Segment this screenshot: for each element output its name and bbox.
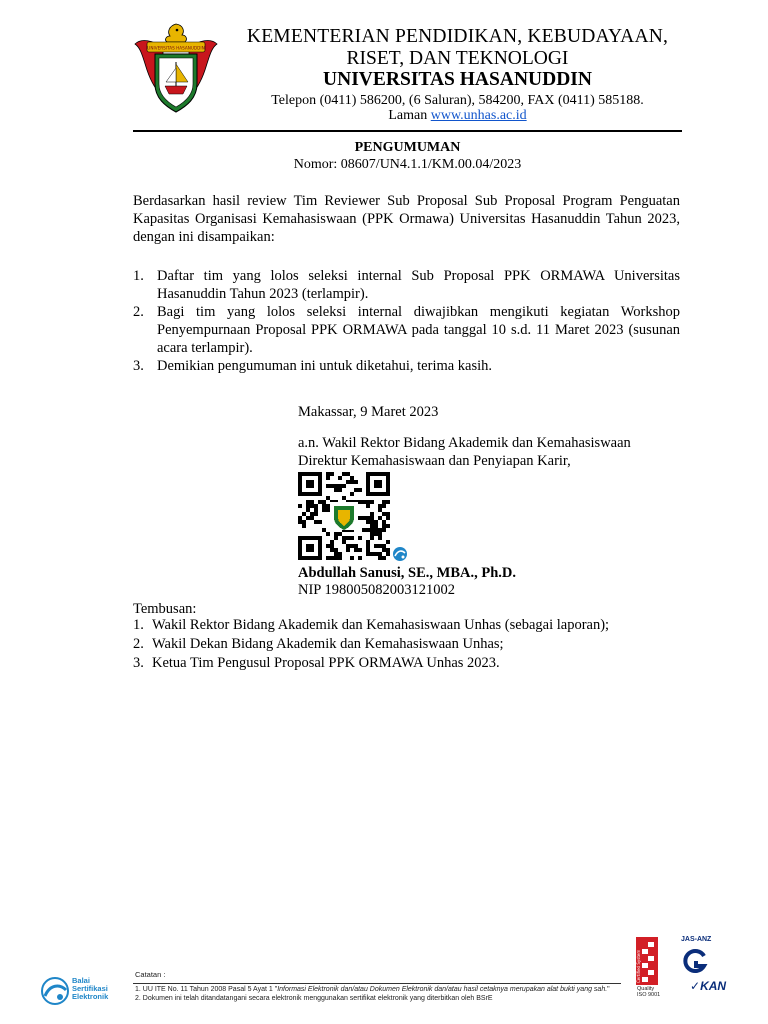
signer-position: Direktur Kemahasiswaan dan Penyiapan Karir, — [298, 453, 571, 469]
cert-line1: Quality — [637, 986, 655, 992]
list-item-number: 3. — [133, 358, 144, 374]
contact-web — [225, 108, 690, 124]
bsre-line3: Elektronik — [72, 992, 109, 1001]
bsre-line2: Sertifikasi — [72, 984, 108, 993]
jas-anz-label: JAS-ANZ — [681, 936, 712, 943]
cert-line2: ISO 9001 — [637, 992, 661, 998]
announcement-list — [133, 267, 680, 375]
bsre-logo-icon — [40, 976, 70, 1006]
cc-item-number: 2. — [133, 636, 144, 652]
signer-nip: NIP 198005082003121002 — [298, 582, 455, 598]
list-item-text: Bagi tim yang lolos seleksi internal diwajibkan mengikuti kegiatan Workshop Penyempurnaan Proposal PPK ORMAWA pada tanggal 10 s.d. 11 Maret 2023 (susunan acara terlampir). — [157, 304, 680, 356]
cc-item-text: Wakil Dekan Bidang Akademik dan Kemahasiswaan Unhas; — [152, 636, 504, 652]
note1-suffix: " — [607, 986, 610, 993]
footer-notes-label: Catatan : — [135, 970, 166, 979]
cc-item-number: 3. — [133, 655, 144, 671]
contact-phone: Telepon (0411) 586200, (6 Saluran), 584200, FAX (0411) 585188. — [271, 93, 644, 108]
list-item-number: 2. — [133, 304, 144, 320]
bsre-stamp-icon — [392, 546, 408, 562]
place-date: Makassar, 9 Maret 2023 — [298, 404, 439, 420]
footer-note-1 — [135, 986, 610, 993]
cert-label — [637, 986, 660, 998]
header-divider — [133, 130, 682, 132]
kan-label: ✓KAN — [690, 979, 727, 993]
cc-item-text: Wakil Rektor Bidang Akademik dan Kemahasiswaan Unhas (sebagai laporan); — [152, 617, 610, 633]
cc-item — [133, 654, 693, 672]
cc-item-text: Ketua Tim Pengusul Proposal PPK ORMAWA Unhas 2023. — [152, 655, 500, 671]
list-item-text: Daftar tim yang lolos seleksi internal Sub Proposal PPK ORMAWA Universitas Hasanuddin Tahun 2023 (terlampir). — [157, 268, 680, 302]
qr-code — [298, 472, 390, 560]
cc-item — [133, 635, 693, 653]
footer-note-2: 2. Dokumen ini telah ditandatangani secara elektronik menggunakan sertifikat elektronik yang diterbitkan oleh BSrE — [135, 995, 493, 1002]
iso-certified-badge — [636, 937, 658, 985]
website-link[interactable]: www.unhas.ac.id — [430, 108, 527, 123]
cc-label: Tembusan: — [133, 601, 197, 617]
list-item — [133, 267, 680, 303]
note1-prefix: 1. UU ITE No. 11 Tahun 2008 Pasal 5 Ayat 1 " — [135, 986, 278, 993]
list-item-number: 1. — [133, 268, 144, 284]
university-logo — [133, 22, 219, 118]
list-item — [133, 303, 680, 357]
list-item-text: Demikian pengumuman ini untuk diketahui, terima kasih. — [157, 358, 493, 374]
footer-divider — [133, 983, 621, 984]
kan-text: KAN — [700, 979, 727, 993]
cc-item-number: 1. — [133, 617, 144, 633]
ministry-name-line2: RISET, DAN TEKNOLOGI — [346, 48, 569, 69]
note1-italic: Informasi Elektronik dan/atau Dokumen Elektronik dan/atau hasil cetaknya merupakan alat bukti yang sah. — [277, 986, 608, 993]
signer-name: Abdullah Sanusi, SE., MBA., Ph.D. — [298, 565, 516, 581]
ministry-name-line1: KEMENTERIAN PENDIDIKAN, KEBUDAYAAN, — [246, 26, 669, 47]
logo-banner-text: UNIVERSITAS HASANUDDIN — [147, 45, 205, 51]
list-item — [133, 357, 680, 375]
cc-item — [133, 616, 693, 634]
rooster-crest — [166, 24, 187, 42]
intro-paragraph: Berdasarkan hasil review Tim Reviewer Sub Proposal Sub Proposal Program Penguatan Kapasitas Organisasi Kemahasiswaan (PPK Ormawa) Universitas Hasanuddin Tahun 2023, dengan ini disampaikan: — [133, 193, 680, 245]
cert-vertical-text: Certified System — [636, 949, 641, 983]
announcement-title: PENGUMUMAN — [354, 140, 461, 155]
cc-list — [133, 616, 693, 672]
on-behalf-line: a.n. Wakil Rektor Bidang Akademik dan Kemahasiswaan — [298, 435, 631, 451]
university-name: UNIVERSITAS HASANUDDIN — [323, 69, 592, 90]
jas-anz-logo-icon — [682, 948, 708, 974]
bsre-line1: Balai — [72, 976, 90, 985]
web-prefix: Laman — [388, 108, 431, 123]
bsre-label — [72, 977, 108, 1001]
announcement-number: Nomor: 08607/UN4.1.1/KM.00.04/2023 — [293, 157, 522, 172]
